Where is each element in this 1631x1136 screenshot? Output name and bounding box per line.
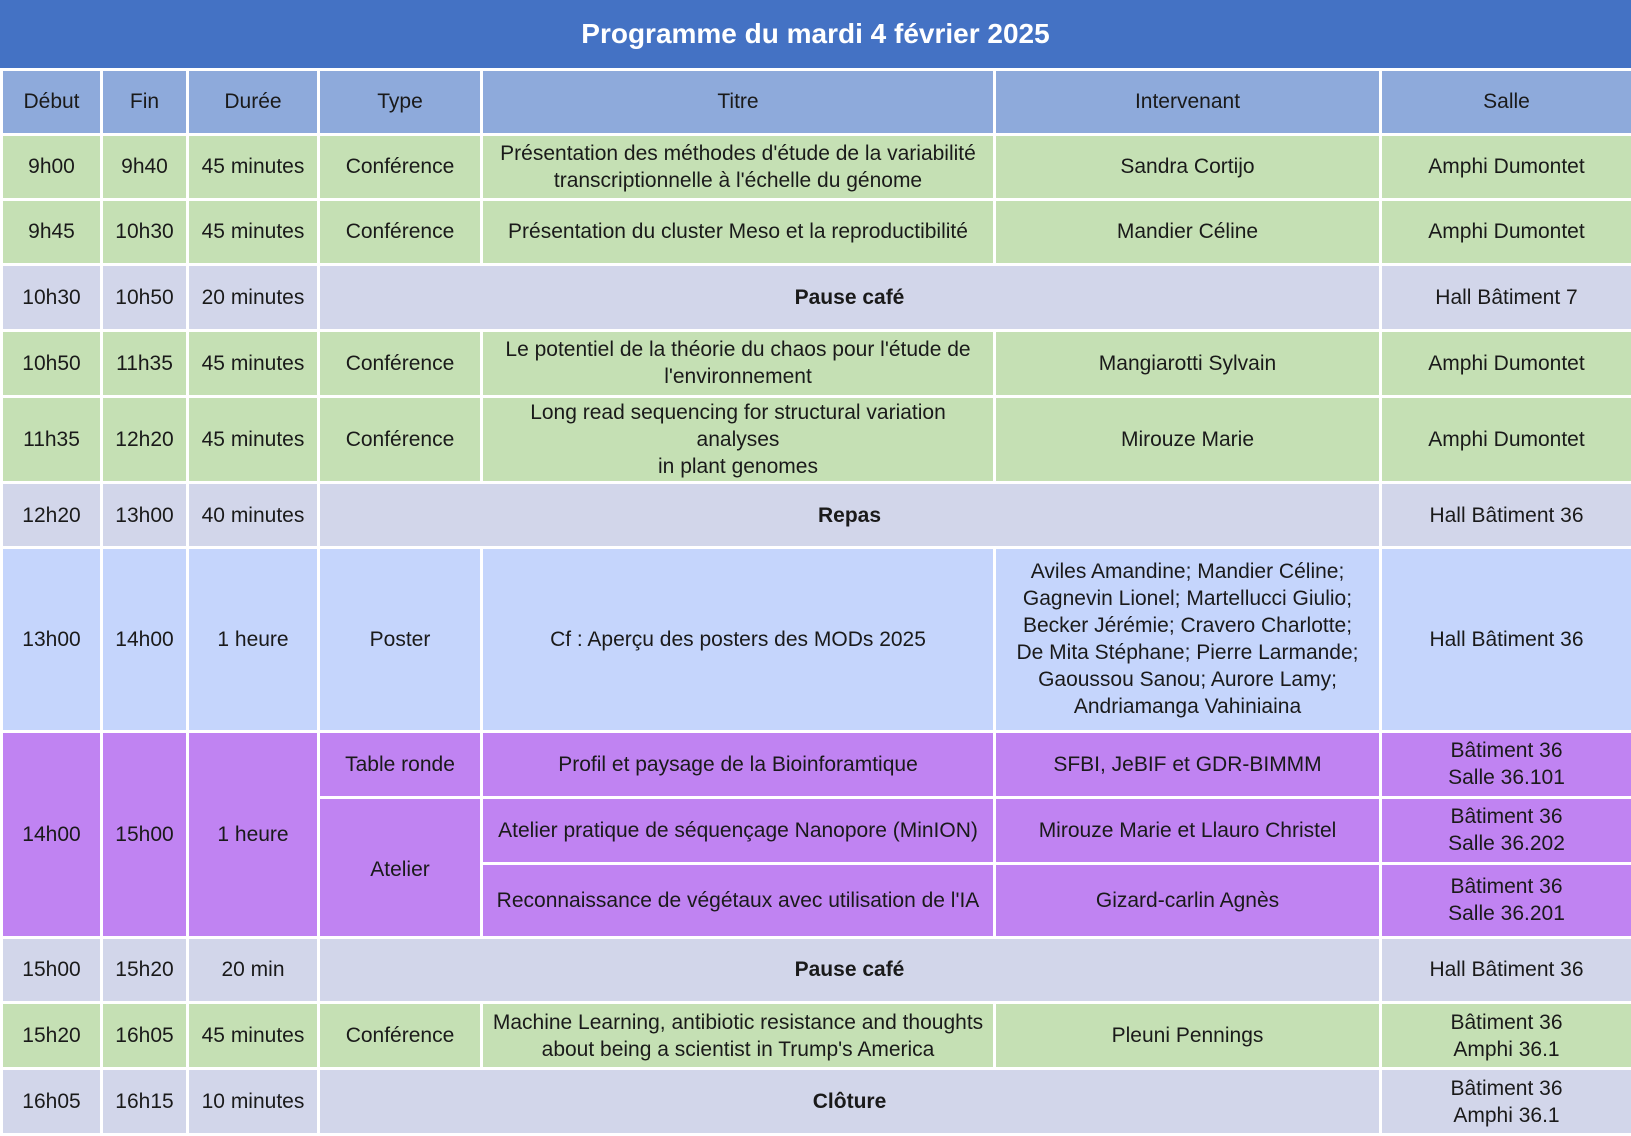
header-titre: Titre	[482, 70, 995, 135]
cell-intervenant: Mandier Céline	[995, 199, 1381, 265]
cell-salle: Bâtiment 36 Salle 36.201	[1381, 863, 1631, 937]
cell-type: Conférence	[319, 396, 482, 482]
cell-debut: 14h00	[2, 731, 102, 937]
cell-intervenant: Mirouze Marie et Llauro Christel	[995, 797, 1381, 863]
cell-duree: 45 minutes	[188, 199, 319, 265]
cell-titre: Machine Learning, antibiotic resistance and thoughts about being a scientist in Trump's America	[482, 1003, 995, 1069]
cell-type: Conférence	[319, 199, 482, 265]
cell-type: Poster	[319, 547, 482, 731]
table-row	[2, 265, 1631, 331]
cell-salle: Bâtiment 36 Amphi 36.1	[1381, 1069, 1631, 1135]
cell-titre: Cf : Aperçu des posters des MODs 2025	[482, 547, 995, 731]
cell-fin: 16h15	[102, 1069, 188, 1135]
cell-duree: 40 minutes	[188, 483, 319, 548]
table-row	[2, 1003, 1631, 1069]
table-row	[2, 731, 1631, 797]
cell-intervenant: Gizard-carlin Agnès	[995, 863, 1381, 937]
cell-debut: 10h50	[2, 331, 102, 397]
cell-titre: Le potentiel de la théorie du chaos pour l'étude de l'environnement	[482, 331, 995, 397]
cell-duree: 1 heure	[188, 731, 319, 937]
cell-salle: Bâtiment 36 Salle 36.101	[1381, 731, 1631, 797]
cell-type: Conférence	[319, 134, 482, 199]
cell-salle: Bâtiment 36 Amphi 36.1	[1381, 1003, 1631, 1069]
cell-fin: 10h30	[102, 199, 188, 265]
cell-titre: Profil et paysage de la Bioinforamtique	[482, 731, 995, 797]
cell-salle: Amphi Dumontet	[1381, 199, 1631, 265]
cell-debut: 15h20	[2, 1003, 102, 1069]
cell-fin: 15h00	[102, 731, 188, 937]
cell-salle: Hall Bâtiment 7	[1381, 265, 1631, 331]
cell-event: Clôture	[319, 1069, 1381, 1135]
cell-fin: 14h00	[102, 547, 188, 731]
cell-duree: 45 minutes	[188, 396, 319, 482]
cell-salle: Amphi Dumontet	[1381, 134, 1631, 199]
cell-type: Conférence	[319, 1003, 482, 1069]
cell-event: Repas	[319, 483, 1381, 548]
cell-event: Pause café	[319, 265, 1381, 331]
cell-intervenant: Pleuni Pennings	[995, 1003, 1381, 1069]
header-duree: Durée	[188, 70, 319, 135]
header-fin: Fin	[102, 70, 188, 135]
cell-fin: 12h20	[102, 396, 188, 482]
cell-duree: 45 minutes	[188, 1003, 319, 1069]
cell-intervenant: Aviles Amandine; Mandier Céline; Gagnevin Lionel; Martellucci Giulio; Becker Jérémie; Cravero Charlotte; De Mita Stéphane; Pierre Larmande; Gaoussou Sanou; Aurore Lamy; Andriamanga Vahiniaina	[995, 547, 1381, 731]
cell-salle: Hall Bâtiment 36	[1381, 937, 1631, 1003]
cell-fin: 10h50	[102, 265, 188, 331]
table-row	[2, 396, 1631, 482]
cell-titre: Atelier pratique de séquençage Nanopore (MinION)	[482, 797, 995, 863]
cell-type: Table ronde	[319, 731, 482, 797]
cell-salle: Amphi Dumontet	[1381, 331, 1631, 397]
cell-titre: Présentation des méthodes d'étude de la variabilité transcriptionnelle à l'échelle du génome	[482, 134, 995, 199]
table-row	[2, 331, 1631, 397]
page-title: Programme du mardi 4 février 2025	[0, 0, 1631, 68]
cell-duree: 1 heure	[188, 547, 319, 731]
cell-fin: 15h20	[102, 937, 188, 1003]
cell-intervenant: Sandra Cortijo	[995, 134, 1381, 199]
cell-type: Conférence	[319, 331, 482, 397]
table-row	[2, 547, 1631, 731]
cell-duree: 45 minutes	[188, 331, 319, 397]
table-row	[2, 483, 1631, 548]
cell-duree: 20 min	[188, 937, 319, 1003]
header-intervenant: Intervenant	[995, 70, 1381, 135]
cell-debut: 11h35	[2, 396, 102, 482]
table-row	[2, 937, 1631, 1003]
cell-salle: Bâtiment 36 Salle 36.202	[1381, 797, 1631, 863]
cell-fin: 11h35	[102, 331, 188, 397]
cell-debut: 9h00	[2, 134, 102, 199]
cell-duree: 45 minutes	[188, 134, 319, 199]
cell-salle: Amphi Dumontet	[1381, 396, 1631, 482]
cell-titre: Long read sequencing for structural variation analyses in plant genomes	[482, 396, 995, 482]
cell-fin: 13h00	[102, 483, 188, 548]
table-header-row	[2, 70, 1631, 135]
cell-fin: 9h40	[102, 134, 188, 199]
cell-type: Atelier	[319, 797, 482, 937]
table-row	[2, 199, 1631, 265]
cell-fin: 16h05	[102, 1003, 188, 1069]
cell-debut: 12h20	[2, 483, 102, 548]
cell-event: Pause café	[319, 937, 1381, 1003]
cell-intervenant: SFBI, JeBIF et GDR-BIMMM	[995, 731, 1381, 797]
cell-debut: 16h05	[2, 1069, 102, 1135]
cell-intervenant: Mirouze Marie	[995, 396, 1381, 482]
cell-debut: 15h00	[2, 937, 102, 1003]
cell-debut: 9h45	[2, 199, 102, 265]
header-debut: Début	[2, 70, 102, 135]
cell-duree: 20 minutes	[188, 265, 319, 331]
table-row	[2, 134, 1631, 199]
cell-titre: Reconnaissance de végétaux avec utilisation de l'IA	[482, 863, 995, 937]
cell-salle: Hall Bâtiment 36	[1381, 547, 1631, 731]
cell-salle: Hall Bâtiment 36	[1381, 483, 1631, 548]
cell-titre: Présentation du cluster Meso et la reproductibilité	[482, 199, 995, 265]
cell-duree: 10 minutes	[188, 1069, 319, 1135]
header-type: Type	[319, 70, 482, 135]
schedule-table	[0, 68, 1631, 1136]
cell-intervenant: Mangiarotti Sylvain	[995, 331, 1381, 397]
header-salle: Salle	[1381, 70, 1631, 135]
cell-debut: 13h00	[2, 547, 102, 731]
table-row	[2, 1069, 1631, 1135]
cell-debut: 10h30	[2, 265, 102, 331]
